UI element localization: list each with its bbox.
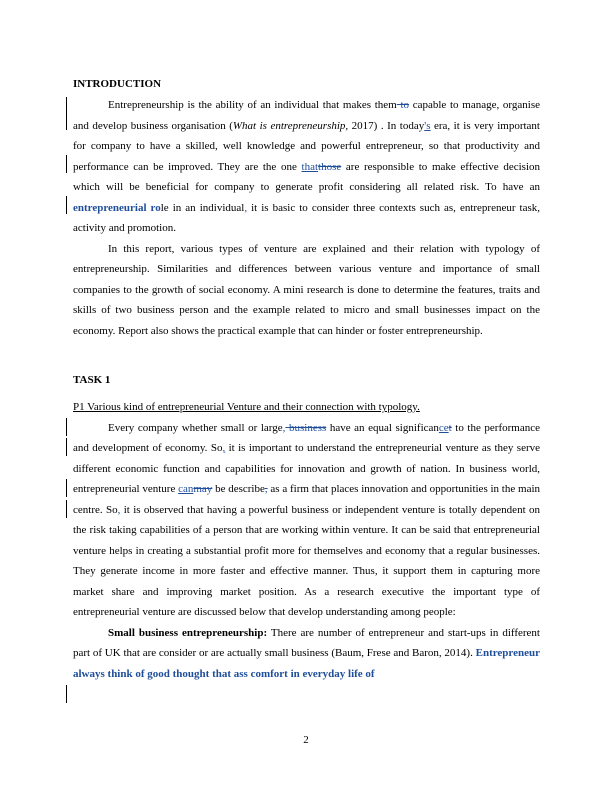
page-number: 2	[303, 734, 309, 746]
intro-body	[73, 95, 540, 341]
change-bar	[66, 196, 67, 214]
change-bar	[66, 500, 67, 518]
task1-body	[73, 397, 540, 684]
change-bar	[66, 438, 67, 456]
change-bar	[66, 685, 67, 703]
task1-paragraph-2: Small business entrepreneurship: There are number of entrepreneur and start-ups in different part of UK that are consider or are actually small business (Baum, Frese and Baron, 2014). Entrepreneur always think of good thought that ass comfort in everyday life of	[73, 626, 540, 680]
change-bar	[66, 418, 67, 436]
task1-paragraph-1: Every company whether small or large, business have an equal significancet to the performance and development of economy. So, it is important to understand the entrepreneurial venture as they serve different economic function and capabilities for innovation and growth of nation. In business world, entrepreneurial venture canmay be describe, as a firm that places innovation and opportunities in the main centre. So, it is observed that having a powerful business or independent venture is totally dependent on the risk taking capabilities of a person that are working within venture. It can be said that entrepreneurial venture helps in creating a substantial profit more for themselves and economy that a regular businesses. They generate income in more faster and effective manner. Thus, it support them in capturing more market share and improving market position. As a research executive the important type of entrepreneurial venture are discussed below that develop understanding among people:	[73, 421, 541, 618]
change-bar	[66, 97, 67, 130]
task1-subheading: P1 Various kind of entrepreneurial Venture and their connection with typology.	[73, 401, 420, 413]
task1-heading: TASK 1	[73, 374, 111, 386]
intro-heading: INTRODUCTION	[73, 78, 162, 90]
change-bar	[66, 155, 67, 173]
intro-paragraph-2: In this report, various types of venture are explained and their relation with typology of entrepreneurship. Similarities and differences between various venture and importance of small companies to the growth of social economy. A mini research is done to determine the features, traits and skills of two business person and the example related to micro and small businesses impact on the economy. Report also shows the practical example that can hinder or foster entrepreneurship.	[73, 242, 540, 337]
change-bar	[66, 479, 67, 497]
intro-paragraph-1: Entrepreneurship is the ability of an individual that makes them to capable to manage, organise and develop business organisation (What is entrepreneurship, 2017) . In today's era, it is very important for company to have a skilled, well knowledge and powerful entrepreneur, so that productivity and performance can be improved. They are the one thatthose are responsible to make effective decision which will be beneficial for company to generate profit considering all related risk. To have an entrepreneurial role in an individual, it is basic to consider three contexts such as, entrepreneur task, activity and promotion.	[73, 99, 541, 234]
